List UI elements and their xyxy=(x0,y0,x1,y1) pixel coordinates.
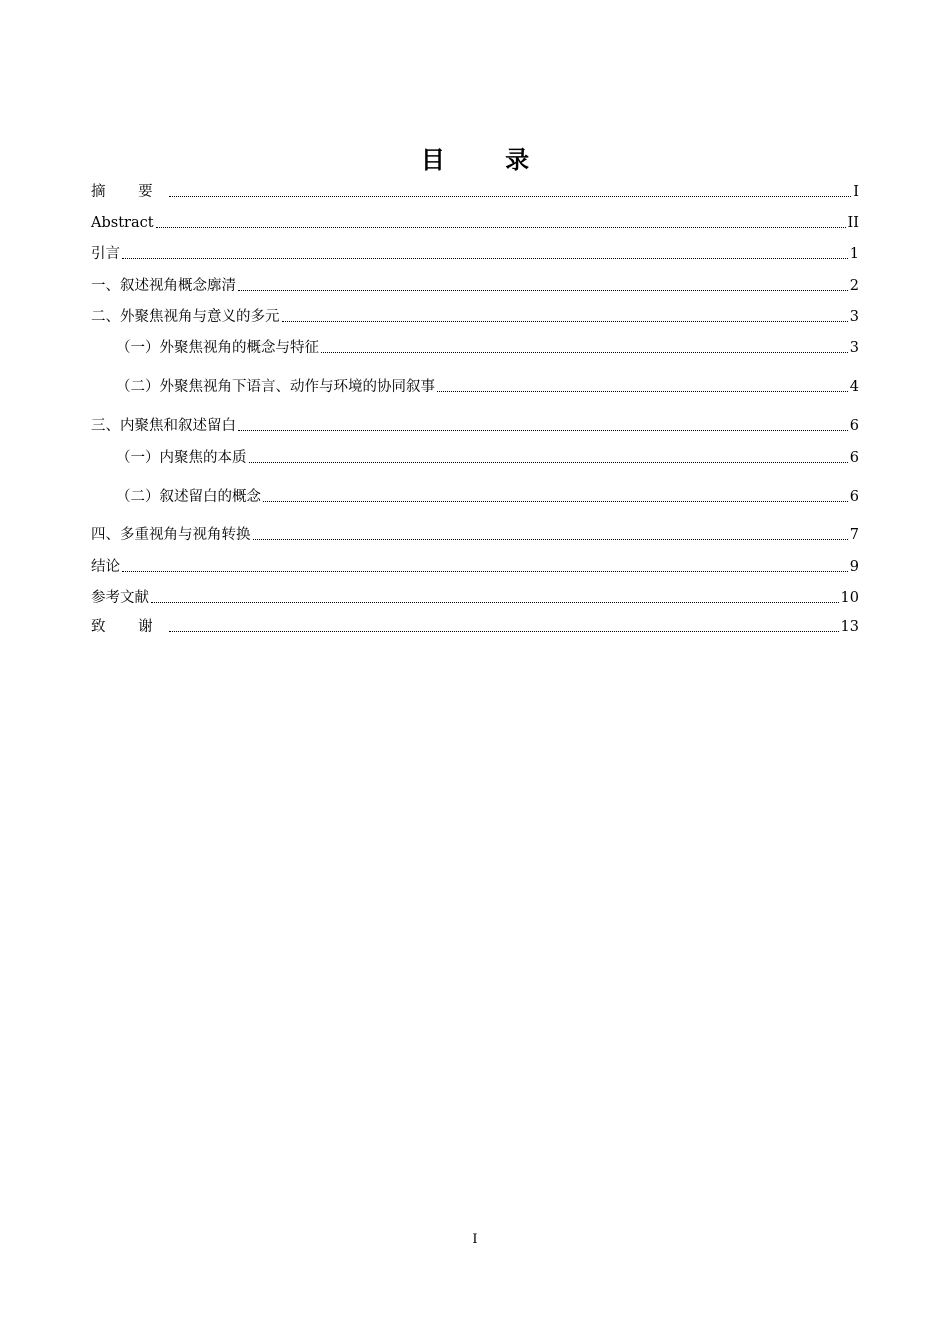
dot-leader xyxy=(437,391,848,392)
toc-entry-label: 一、叙述视角概念廓清 xyxy=(91,278,236,294)
toc-entry-label: Abstract xyxy=(91,215,154,231)
toc-entry-page: 6 xyxy=(849,450,859,466)
toc-entry-page: 2 xyxy=(849,278,859,294)
toc-entry-label: （一）内聚焦的本质 xyxy=(116,450,247,466)
toc-entry-section-2-1[interactable] xyxy=(91,338,859,358)
toc-entry-section-3-1[interactable] xyxy=(91,448,859,468)
toc-entry-references[interactable] xyxy=(91,588,859,608)
toc-entry-page: 13 xyxy=(840,619,859,635)
dot-leader xyxy=(169,196,852,197)
dot-leader xyxy=(169,631,839,632)
toc-entry-section-2-2[interactable] xyxy=(91,377,859,397)
dot-leader xyxy=(122,571,848,572)
toc-entry-chapter-4[interactable] xyxy=(91,525,859,545)
toc-entry-abstract-en[interactable] xyxy=(91,213,859,233)
toc-entry-label: 引言 xyxy=(91,246,120,262)
toc-entry-page: 7 xyxy=(849,527,859,543)
dot-leader xyxy=(249,462,848,463)
dot-leader xyxy=(321,352,848,353)
toc-entry-page: 3 xyxy=(849,340,859,356)
toc-entry-chapter-2[interactable] xyxy=(91,307,859,327)
toc-entry-introduction[interactable] xyxy=(91,244,859,264)
toc-entry-label: （一）外聚焦视角的概念与特征 xyxy=(116,340,319,356)
dot-leader xyxy=(282,321,848,322)
dot-leader xyxy=(238,430,848,431)
toc-entry-label: 三、内聚焦和叙述留白 xyxy=(91,418,236,434)
page-title: 目 录 xyxy=(420,145,556,174)
toc-entry-label: 致 谢 xyxy=(91,619,167,635)
dot-leader xyxy=(122,258,848,259)
toc-entry-label: 摘 要 xyxy=(91,184,167,200)
toc-entry-label: （二）叙述留白的概念 xyxy=(116,489,261,505)
toc-entry-abstract-cn[interactable] xyxy=(91,182,859,202)
dot-leader xyxy=(238,290,848,291)
dot-leader xyxy=(151,602,839,603)
toc-entry-label: 二、外聚焦视角与意义的多元 xyxy=(91,309,280,325)
toc-entry-label: 四、多重视角与视角转换 xyxy=(91,527,251,543)
toc-entry-chapter-1[interactable] xyxy=(91,276,859,296)
dot-leader xyxy=(253,539,848,540)
dot-leader xyxy=(156,227,846,228)
toc-entry-page: 3 xyxy=(849,309,859,325)
toc-entry-page: 6 xyxy=(849,418,859,434)
toc-entry-label: （二）外聚焦视角下语言、动作与环境的协同叙事 xyxy=(116,379,435,395)
page-number: I xyxy=(472,1232,478,1247)
toc-entry-label: 结论 xyxy=(91,559,120,575)
dot-leader xyxy=(263,501,848,502)
toc-entry-label: 参考文献 xyxy=(91,590,149,606)
toc-entry-page: 1 xyxy=(849,246,859,262)
toc-entry-page: 10 xyxy=(840,590,859,606)
toc-entry-page: 4 xyxy=(849,379,859,395)
toc-entry-page: 6 xyxy=(849,489,859,505)
toc-entry-page: I xyxy=(853,184,859,200)
toc-entry-page: II xyxy=(847,215,859,231)
toc-entry-conclusion[interactable] xyxy=(91,557,859,577)
toc-entry-page: 9 xyxy=(849,559,859,575)
toc-entry-chapter-3[interactable] xyxy=(91,416,859,436)
toc-entry-section-3-2[interactable] xyxy=(91,487,859,507)
toc-entry-acknowledgements[interactable] xyxy=(91,617,859,637)
